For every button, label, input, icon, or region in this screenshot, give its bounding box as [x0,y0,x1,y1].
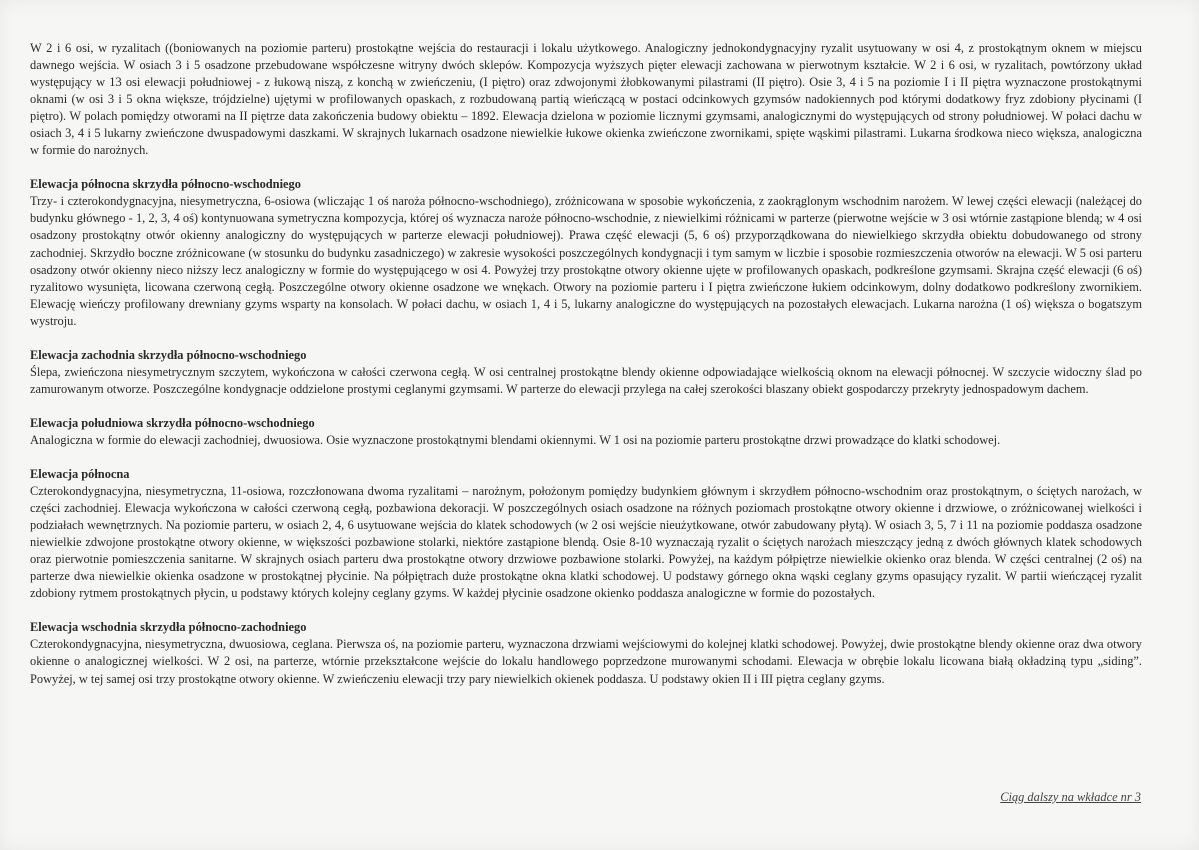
section-east-elevation-nw-wing [30,619,1142,687]
section-heading: Elewacja południowa skrzydła północno-wschodniego [30,415,315,430]
section-text: Trzy- i czterokondygnacyjna, niesymetryczna, 6-osiowa (wliczając 1 oś naroża północno-wschodniego), zróżnicowana w sposobie wykończenia, z zaokrąglonym wschodnim narożem. W lewej części elewacji (należącej do budynku głównego - 1, 2, 3, 4 oś) kontynuowana symetryczna kompozycja, której oś wyznacza naroże północno-wschodnie, z niewielkimi różnicami w parterze (pierwotne wejście w 3 osi wtórnie zastąpione blendą; w 4 osi osadzony prostokątny otwór okienny analogiczny do występujących w parterze elewacji południowej). Prawa część elewacji (5, 6 oś) przyporządkowana do niewielkiego skrzydła obiektu dobudowanego od strony zachodniej. Skrzydło boczne zróżnicowane (w stosunku do budynku zasadniczego) w zakresie wysokości poszczególnych kondygnacji i tym samym w liczbie i sposobie rozmieszczenia otworów na elewacji. W 5 osi parteru osadzony otwór okienny nieco niższy lecz analogiczny w formie do występującego w osi 4. Powyżej trzy prostokątne otwory okienne ujęte w profilowanych opaskach, podkreślone gzymsami. Skrajna część elewacji (6 oś) ryzalitowo wysunięta, licowana czerwoną cegłą. Poszczególne otwory okienne osadzone we wnękach. Otwory na poziomie parteru i I piętra zwieńczone łukiem odcinkowym, dolny dodatkowo podkreślony zwornikiem. Elewację wieńczy profilowany drewniany gzyms wsparty na konsolach. W połaci dachu, w osiach 1, 4 i 5, lukarny analogiczne do występujących na pozostałych elewacjach. Lukarna narożna (1 oś) większa o bogatszym wystroju. [30,194,1142,328]
section-heading: Elewacja północna [30,466,130,481]
section-north-elevation [30,466,1142,602]
section-text: Czterokondygnacyjna, niesymetryczna, 11-osiowa, rozczłonowana dwoma ryzalitami – narożnym, położonym pomiędzy budynkiem głównym i skrzydłem północno-wschodnim oraz prostokątnym, o ściętych narożach, w części zachodniej. Elewacja wykończona w całości czerwoną cegłą, pozbawiona dekoracji. W poszczególnych osiach osadzone na różnych poziomach prostokątne otwory okienne i drzwiowe, o zróżnicowanej wielkości i podziałach wewnętrznych. Na poziomie parteru, w osiach 2, 4, 6 usytuowane wejścia do klatek schodowych (w 2 osi wejście nieużytkowane, otwór zabudowany płytą). W osiach 3, 5, 7 i 11 na poziomie poddasza osadzone niewielkie zdwojone prostokątne otwory okienne, w większości pozbawione stolarki, niektóre zastąpione blendą. Osie 8-10 wyznaczają ryzalit o ściętych narożach mieszczący jedną z dwóch głównych klatek schodowych oraz pierwotnie pomieszczenia sanitarne. W skrajnych osiach parteru dwa prostokątne otwory drzwiowe pozbawione stolarki. Powyżej, na każdym półpiętrze niewielkie okienko oraz blenda. W części centralnej (2 oś) na parterze dwa niewielkie okienka osadzone w prostokątnej płycinie. Na półpiętrach duże prostokątne okna klatki schodowej. U podstawy górnego okna wąski ceglany gzyms opasujący ryzalit. W partii wieńczącej ryzalit zdobiony rytmem prostokątnych płycin, u podstawy których kolejny ceglany gzyms. W każdej płycinie osadzone okienko poddasza analogiczne w formie do pozostałych. [30,484,1142,601]
document-body [30,40,1142,688]
continuation-note: Ciąg dalszy na wkładce nr 3 [1000,790,1141,804]
section-south-elevation-ne-wing [30,415,1142,449]
section-north-elevation-ne-wing [30,176,1142,329]
section-heading: Elewacja wschodnia skrzydła północno-zachodniego [30,620,307,635]
section-text: Czterokondygnacyjna, niesymetryczna, dwuosiowa, ceglana. Pierwsza oś, na poziomie parteru, wyznaczona drzwiami wejściowymi do kolejnej klatki schodowej. Powyżej, dwie prostokątne blendy okienne oraz dwa otwory okienne o analogicznej wielkości. W 2 osi, na parterze, wtórnie przekształcone wejście do lokalu handlowego poprzedzone murowanymi schodami. Elewacja w obrębie lokalu licowana białą okładziną typu „siding”. Powyżej, w tej samej osi trzy prostokątne otwory okienne. W zwieńczeniu elewacji trzy pary niewielkich okienek poddasza. U podstawy okien II i III piętra ceglany gzyms. [30,637,1142,686]
intro-paragraph: W 2 i 6 osi, w ryzalitach ((boniowanych na poziomie parteru) prostokątne wejścia do restauracji i lokalu użytkowego. Analogiczny jednokondygnacyjny ryzalit usytuowany w osi 4, z prostokątnym oknem w miejscu dawnego wejścia. W osiach 3 i 5 osadzone przebudowane współczesne witryny dwóch sklepów. Kompozycja wyższych pięter elewacji zachowana w pierwotnym kształcie. W 2 i 6 osi, w ryzalitach, powtórzony układ występujący w 13 osi elewacji południowej - z łukową niszą, z konchą w zwieńczeniu, (I piętro) oraz zdwojonymi żłobkowanymi pilastrami (II piętro). Osie 3, 4 i 5 na poziomie I i II piętra wyznaczone prostokątnymi oknami (w osi 3 i 5 okna większe, trójdzielne) ujętymi w profilowanych opaskach, z rozbudowaną partią wieńczącą w postaci odcinkowych gzymsów nadokiennych pod którymi dodatkowy fryz zdobiony płycinami (I piętro). W polach pomiędzy otworami na II piętrze data zakończenia budowy obiektu – 1892. Elewacja dzielona w poziomie licznymi gzymsami, analogicznymi do występujących od strony południowej. W połaci dachu w osiach 3, 4 i 5 lukarny zwieńczone dwuspadowymi daszkami. W skrajnych lukarnach osadzone niewielkie łukowe okienka zwieńczone zwornikami, spięte wąskimi pilastrami. Lukarna środkowa nieco większa, analogiczna w formie do narożnych. [30,41,1142,158]
section-text: Ślepa, zwieńczona niesymetrycznym szczytem, wykończona w całości czerwona cegłą. W osi centralnej prostokątne blendy okienne odpowiadające wielkością oknom na elewacji północnej. W szczycie widoczny ślad po zamurowanym otworze. Poszczególne kondygnacje oddzielone prostymi ceglanymi gzymsami. W parterze do elewacji przylega na całej szerokości blaszany obiekt gospodarczy przekryty jednospadowym dachem. [30,364,1142,396]
section-text: Analogiczna w formie do elewacji zachodniej, dwuosiowa. Osie wyznaczone prostokątnymi blendami okiennymi. W 1 osi na poziomie parteru prostokątne drzwi prowadzące do klatki schodowej. [30,432,1001,447]
section-heading: Elewacja północna skrzydła północno-wschodniego [30,177,301,192]
section-heading: Elewacja zachodnia skrzydła północno-wschodniego [30,347,307,362]
section-west-elevation-ne-wing [30,347,1142,398]
